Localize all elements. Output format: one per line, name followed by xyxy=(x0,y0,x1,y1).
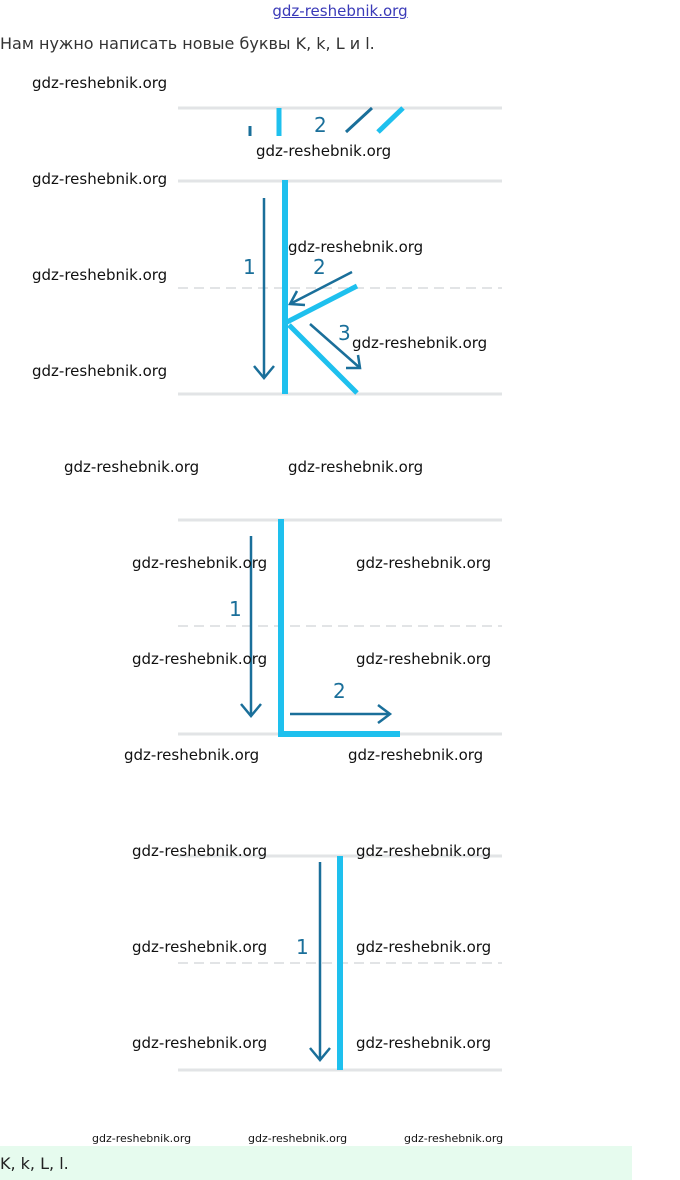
watermark: gdz-reshebnik.org xyxy=(32,74,168,92)
watermark: gdz-reshebnik.org xyxy=(248,1132,348,1145)
answer-box xyxy=(0,1146,632,1180)
header-site-link[interactable]: gdz-reshebnik.org xyxy=(272,2,408,20)
watermark: gdz-reshebnik.org xyxy=(124,746,260,764)
watermark: gdz-reshebnik.org xyxy=(356,554,492,572)
step-label: 1 xyxy=(296,935,309,959)
step-1-arrow xyxy=(310,862,330,1060)
watermark: gdz-reshebnik.org xyxy=(64,458,200,476)
watermark: gdz-reshebnik.org xyxy=(256,142,392,160)
watermark: gdz-reshebnik.org xyxy=(356,938,492,956)
watermark: gdz-reshebnik.org xyxy=(356,842,492,860)
step-1-arrow xyxy=(254,198,274,378)
letter-stroke xyxy=(378,108,403,132)
answer-text: K, k, L, l. xyxy=(0,1154,69,1173)
watermark: gdz-reshebnik.org xyxy=(352,334,488,352)
step-label: 2 xyxy=(314,113,327,136)
capital-k-partial-diagram xyxy=(0,96,680,136)
step-label: 2 xyxy=(333,679,346,703)
watermark: gdz-reshebnik.org xyxy=(132,554,268,572)
step-2-arrow xyxy=(290,705,390,723)
step-label: 2 xyxy=(313,255,326,279)
watermark: gdz-reshebnik.org xyxy=(356,650,492,668)
watermark: gdz-reshebnik.org xyxy=(348,746,484,764)
watermark: gdz-reshebnik.org xyxy=(132,938,268,956)
step-label: 1 xyxy=(243,255,256,279)
watermark: gdz-reshebnik.org xyxy=(288,238,424,256)
watermark: gdz-reshebnik.org xyxy=(132,650,268,668)
step-label: 3 xyxy=(338,321,351,345)
watermark: gdz-reshebnik.org xyxy=(32,266,168,284)
watermark: gdz-reshebnik.org xyxy=(356,1034,492,1052)
watermark: gdz-reshebnik.org xyxy=(288,458,424,476)
arrow-stroke xyxy=(346,108,372,132)
watermark: gdz-reshebnik.org xyxy=(92,1132,192,1145)
capital-l-diagram xyxy=(0,508,680,748)
watermark: gdz-reshebnik.org xyxy=(32,362,168,380)
small-l-diagram xyxy=(0,846,680,1086)
watermark: gdz-reshebnik.org xyxy=(32,170,168,188)
task-text: Нам нужно написать новые буквы K, k, L и l. xyxy=(0,34,375,53)
watermark: gdz-reshebnik.org xyxy=(404,1132,504,1145)
watermark: gdz-reshebnik.org xyxy=(132,1034,268,1052)
step-label: 1 xyxy=(229,597,242,621)
watermark: gdz-reshebnik.org xyxy=(132,842,268,860)
